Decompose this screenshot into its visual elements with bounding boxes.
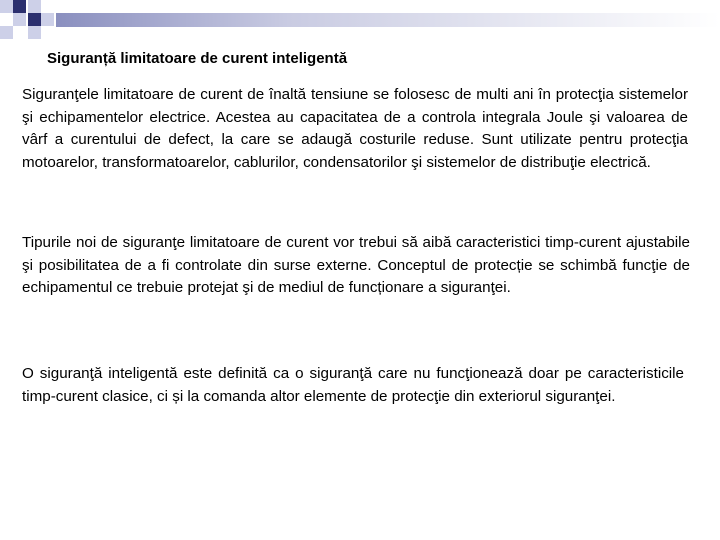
decor-square <box>28 0 41 13</box>
decor-square <box>13 13 26 26</box>
decor-square <box>41 13 54 26</box>
slide-title: Siguranță limitatoare de curent inteligentă <box>47 50 348 67</box>
header-gradient-bar <box>56 13 720 27</box>
header-decoration <box>0 0 720 50</box>
paragraph-definition: O siguranţă inteligentă este definită ca o siguranţă care nu funcţionează doar pe caracteristicile timp-curent clasice, ci și la comanda altor elemente de protecţie din exteriorul siguranţei. <box>22 365 684 405</box>
decor-square <box>0 26 13 39</box>
decor-square <box>13 0 26 13</box>
decor-square <box>0 0 13 13</box>
paragraph-intro: Siguranţele limitatoare de curent de înaltă tensiune se folosesc de multi ani în protecţia sistemelor şi echipamentelor electrice. Acestea au capacitatea de a controla integrala Joule şi valoarea de vârf a curentului de defect, la care se adaugă costurile reduse. Sunt utilizate pentru protecţia motoarelor, transformatoarelor, cablurilor, condensatorilor şi sistemelor de distribuţie electrică. <box>22 86 688 171</box>
decor-square <box>28 26 41 39</box>
paragraph-new-types: Tipurile noi de siguranţe limitatoare de curent vor trebui să aibă caracteristici timp-curent ajustabile şi posibilitatea de a fi controlate din surse externe. Conceptul de protecție se schimbă funcţie de echipamentul ce trebuie protejat şi de mediul de funcționare a siguranţei. <box>22 234 690 296</box>
decor-square <box>28 13 41 26</box>
